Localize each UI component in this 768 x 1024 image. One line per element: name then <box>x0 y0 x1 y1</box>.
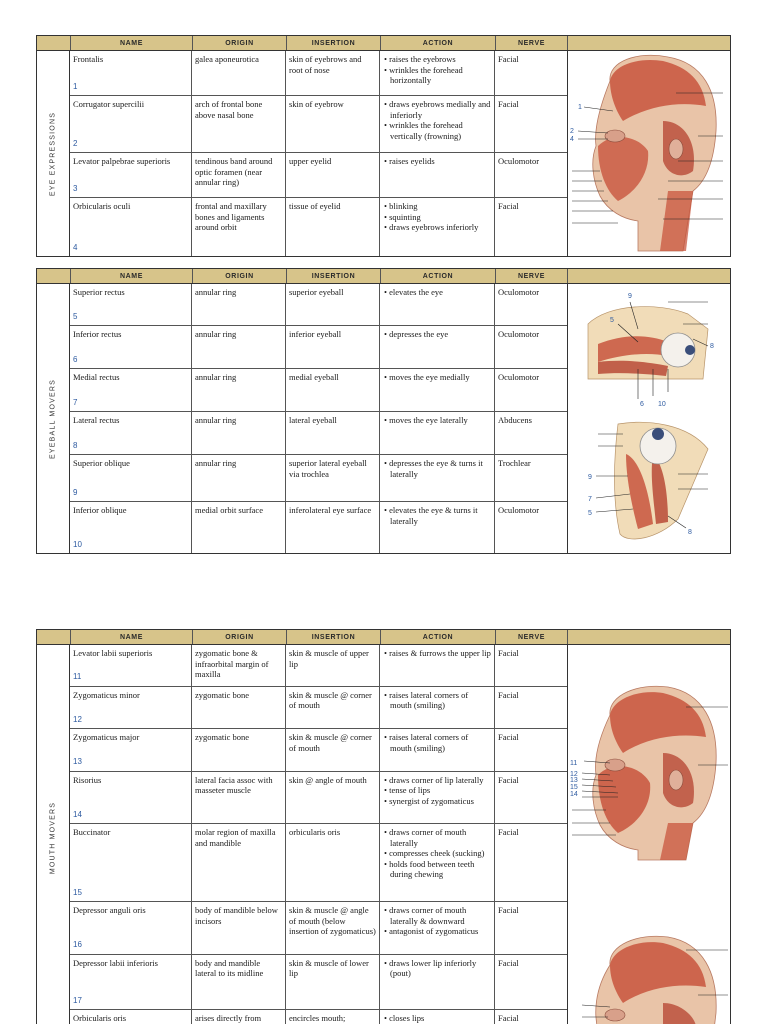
eyeball-muscles-figure <box>567 284 730 553</box>
action-item: • elevates the eye & turns it laterally <box>384 505 478 526</box>
insertion-cell: inferolateral eye surface <box>286 502 380 553</box>
section-label: EYEBALL MOVERS <box>37 284 70 553</box>
nerve-cell: Oculomotor <box>498 329 540 339</box>
action-item: • moves the eye laterally <box>384 415 468 425</box>
action-item: • synergist of zygomaticus <box>384 795 474 806</box>
origin-cell: annular ring <box>192 284 286 325</box>
figure-label: 11 <box>570 760 578 767</box>
figure-label: 15 <box>570 784 578 791</box>
muscle-name-cell <box>70 369 192 411</box>
action-item: • closes lips <box>384 1013 425 1024</box>
section-label: MOUTH MOVERS <box>37 645 70 1024</box>
table-row <box>70 412 567 455</box>
table-row <box>70 284 567 326</box>
figure-label: 12 <box>570 771 578 778</box>
muscle-name-cell <box>70 96 192 152</box>
table-header <box>37 630 730 645</box>
figure-label: 4 <box>570 136 574 143</box>
action-item: • compresses cheek (sucking) <box>384 848 485 859</box>
table-row <box>70 51 567 96</box>
muscle-name: Superior oblique <box>73 458 130 468</box>
action-item: • draws eyebrows inferiorly <box>384 222 479 232</box>
figure-label: 13 <box>570 777 578 784</box>
origin-cell: body and mandible lateral to its midline <box>192 955 286 1009</box>
action-cell <box>380 51 495 95</box>
muscle-name: Corrugator supercilii <box>73 99 145 109</box>
muscle-number: 5 <box>73 311 78 321</box>
muscle-name: Zygomaticus minor <box>73 689 140 700</box>
table-row <box>70 198 567 256</box>
table-header <box>37 36 730 51</box>
muscle-name: Zygomaticus major <box>73 732 140 743</box>
origin-cell: arch of frontal bone above nasal bone <box>192 96 286 152</box>
eye-expressions-table <box>36 35 731 257</box>
insertion-cell: skin & muscle of upper lip <box>286 645 380 686</box>
muscle-number: 10 <box>73 539 82 549</box>
header-name: NAME <box>71 269 193 283</box>
muscle-number: 15 <box>73 887 82 897</box>
insertion-cell: skin & muscle @ corner of mouth <box>286 687 380 729</box>
insertion-cell: superior lateral eyeball via trochlea <box>286 455 380 501</box>
muscle-name-cell <box>70 198 192 256</box>
muscle-name-cell <box>70 772 192 823</box>
nerve-cell: Facial <box>498 99 519 109</box>
origin-cell: lateral facia assoc with masseter muscle <box>192 772 286 823</box>
action-cell <box>380 902 495 953</box>
action-item: • raises eyelids <box>384 156 435 166</box>
nerve-cell: Facial <box>498 648 519 658</box>
muscle-name-cell <box>70 455 192 501</box>
insertion-cell: skin of eyebrows and root of nose <box>286 51 380 95</box>
muscle-name-cell <box>70 902 192 953</box>
action-item: • raises lateral corners of mouth (smiling) <box>384 732 469 753</box>
origin-cell: zygomatic bone <box>192 729 286 771</box>
action-cell <box>380 96 495 152</box>
table-row <box>70 729 567 772</box>
table-row <box>70 902 567 954</box>
muscle-number: 13 <box>73 757 82 767</box>
insertion-cell: medial eyeball <box>286 369 380 411</box>
muscle-name-cell <box>70 284 192 325</box>
table-row <box>70 955 567 1010</box>
action-item: • draws eyebrows medially and inferiorly <box>384 99 491 120</box>
origin-cell: zygomatic bone & infraorbital margin of maxilla <box>192 645 286 686</box>
action-item: • blinking <box>384 201 418 211</box>
header-nerve: NERVE <box>496 269 568 283</box>
table-row <box>70 153 567 198</box>
insertion-cell: skin & muscle of lower lip <box>286 955 380 1009</box>
insertion-cell: upper eyelid <box>286 153 380 197</box>
figure-label: 14 <box>570 791 578 798</box>
origin-cell: frontal and maxillary bones and ligaments around orbit <box>192 198 286 256</box>
nerve-cell: Facial <box>498 827 519 838</box>
muscle-name: Inferior rectus <box>73 329 122 339</box>
table-row <box>70 455 567 502</box>
insertion-cell: lateral eyeball <box>286 412 380 454</box>
insertion-cell: inferior eyeball <box>286 326 380 368</box>
action-item: • raises the eyebrows <box>384 54 456 64</box>
figure-label: 5 <box>588 510 592 517</box>
action-item: • draws corner of lip laterally <box>384 774 484 785</box>
muscle-name: Buccinator <box>73 827 111 838</box>
muscle-number: 11 <box>73 672 82 682</box>
mouth-muscles-figure <box>567 645 730 1024</box>
action-item: • squinting <box>384 211 421 222</box>
muscle-name-cell <box>70 955 192 1009</box>
header-action: ACTION <box>381 36 496 50</box>
table-row <box>70 824 567 902</box>
table-header <box>37 269 730 284</box>
muscle-name: Levator labii superioris <box>73 648 153 658</box>
muscle-name: Orbicularis oris <box>73 1013 127 1024</box>
insertion-cell: orbicularis oris <box>286 824 380 901</box>
figure-label: 6 <box>640 401 644 408</box>
muscle-name-cell <box>70 51 192 95</box>
origin-cell: medial orbit surface <box>192 502 286 553</box>
muscle-number: 2 <box>73 138 78 148</box>
nerve-cell: Facial <box>498 1013 519 1024</box>
muscle-name-cell <box>70 729 192 771</box>
nerve-cell: Oculomotor <box>498 505 540 515</box>
action-cell <box>380 284 495 325</box>
table-row <box>70 96 567 153</box>
header-insertion: INSERTION <box>287 36 381 50</box>
action-item: • draws corner of mouth laterally & downward <box>384 905 467 926</box>
action-item: • wrinkles the forehead horizontally <box>384 64 463 85</box>
origin-cell: annular ring <box>192 455 286 501</box>
muscle-number: 7 <box>73 397 78 407</box>
nerve-cell: Facial <box>498 957 519 968</box>
origin-cell: annular ring <box>192 369 286 411</box>
nerve-cell: Abducens <box>498 415 532 425</box>
muscle-number: 3 <box>73 183 78 193</box>
nerve-cell: Facial <box>498 905 519 916</box>
muscle-number: 14 <box>73 809 82 819</box>
figure-label: 10 <box>658 401 666 408</box>
action-item: • elevates the eye <box>384 287 443 297</box>
muscle-number: 1 <box>73 81 78 91</box>
muscle-name: Risorius <box>73 774 102 785</box>
muscle-name-cell <box>70 153 192 197</box>
action-cell <box>380 687 495 729</box>
action-item: • wrinkles the forehead vertically (frowning) <box>384 120 463 141</box>
muscle-number: 17 <box>73 995 82 1005</box>
header-origin: ORIGIN <box>193 630 287 644</box>
nerve-cell: Facial <box>498 774 519 785</box>
figure-label: 7 <box>588 496 592 503</box>
figure-label: 9 <box>588 474 592 481</box>
insertion-cell: skin & muscle @ angle of mouth (below insertion of zygomaticus) <box>286 902 380 953</box>
action-item: • moves the eye medially <box>384 372 470 382</box>
header-name: NAME <box>71 630 193 644</box>
action-cell <box>380 326 495 368</box>
muscle-name: Superior rectus <box>73 287 125 297</box>
action-item: • holds food between teeth during chewing <box>384 858 475 880</box>
action-item: • tense of lips <box>384 785 431 796</box>
table-row <box>70 687 567 730</box>
nerve-cell: Facial <box>498 201 519 211</box>
origin-cell: body of mandible below incisors <box>192 902 286 953</box>
insertion-cell: tissue of eyelid <box>286 198 380 256</box>
action-item: • draws lower lip inferiorly (pout) <box>384 957 477 979</box>
action-item: • raises lateral corners of mouth (smiling) <box>384 689 469 711</box>
insertion-cell: skin of eyebrow <box>286 96 380 152</box>
origin-cell: galea aponeurotica <box>192 51 286 95</box>
muscle-name-cell <box>70 1010 192 1024</box>
header-origin: ORIGIN <box>193 269 287 283</box>
insertion-cell: encircles mouth; <box>286 1010 380 1024</box>
header-insertion: INSERTION <box>287 269 381 283</box>
origin-cell: tendinous band around optic foramen (near annular ring) <box>192 153 286 197</box>
nerve-cell: Oculomotor <box>498 287 540 297</box>
action-item: • depresses the eye & turns it laterally <box>384 458 483 479</box>
nerve-cell: Oculomotor <box>498 372 540 382</box>
origin-cell: zygomatic bone <box>192 687 286 729</box>
action-cell <box>380 955 495 1009</box>
muscle-name-cell <box>70 502 192 553</box>
action-cell <box>380 729 495 771</box>
muscle-number: 16 <box>73 940 82 950</box>
origin-cell: arises directly from <box>192 1010 286 1024</box>
origin-cell: annular ring <box>192 326 286 368</box>
table-row <box>70 772 567 824</box>
action-cell <box>380 645 495 686</box>
header-nerve: NERVE <box>496 36 568 50</box>
action-cell <box>380 369 495 411</box>
muscle-name: Depressor anguli oris <box>73 905 146 916</box>
insertion-cell: superior eyeball <box>286 284 380 325</box>
header-name: NAME <box>71 36 193 50</box>
table-row <box>70 326 567 369</box>
insertion-cell: skin @ angle of mouth <box>286 772 380 823</box>
muscle-name-cell <box>70 645 192 686</box>
muscle-name: Lateral rectus <box>73 415 120 425</box>
action-cell <box>380 772 495 823</box>
action-cell <box>380 455 495 501</box>
action-item: • depresses the eye <box>384 329 449 339</box>
action-cell <box>380 412 495 454</box>
header-action: ACTION <box>381 630 496 644</box>
figure-label: 8 <box>710 343 714 350</box>
action-item: • raises & furrows the upper lip <box>384 648 491 658</box>
table-row <box>70 502 567 553</box>
action-cell <box>380 153 495 197</box>
action-item: • antagonist of zygomaticus <box>384 926 479 937</box>
muscle-name-cell <box>70 326 192 368</box>
muscle-number: 6 <box>73 354 78 364</box>
eyeball-movers-table <box>36 268 731 554</box>
origin-cell: annular ring <box>192 412 286 454</box>
header-origin: ORIGIN <box>193 36 287 50</box>
mouth-movers-table <box>36 629 731 1024</box>
header-insertion: INSERTION <box>287 630 381 644</box>
insertion-cell: skin & muscle @ corner of mouth <box>286 729 380 771</box>
figure-label: 1 <box>578 104 582 111</box>
muscle-name: Inferior oblique <box>73 505 127 515</box>
muscle-name: Frontalis <box>73 54 104 64</box>
muscle-number: 9 <box>73 487 78 497</box>
header-action: ACTION <box>381 269 496 283</box>
muscle-name: Medial rectus <box>73 372 120 382</box>
section-label: EYE EXPRESSIONS <box>37 51 70 256</box>
nerve-cell: Facial <box>498 54 519 64</box>
action-cell <box>380 824 495 901</box>
muscle-name: Depressor labii inferioris <box>73 957 158 968</box>
figure-label: 8 <box>688 529 692 536</box>
muscle-number: 4 <box>73 242 78 252</box>
muscle-number: 12 <box>73 714 82 724</box>
figure-label: 9 <box>628 293 632 300</box>
action-cell <box>380 502 495 553</box>
muscle-name: Levator palpebrae superioris <box>73 156 171 166</box>
origin-cell: molar region of maxilla and mandible <box>192 824 286 901</box>
nerve-cell: Facial <box>498 732 519 743</box>
muscle-name-cell <box>70 824 192 901</box>
action-cell <box>380 198 495 256</box>
figure-label: 2 <box>570 128 574 135</box>
header-nerve: NERVE <box>496 630 568 644</box>
muscle-name: Orbicularis oculi <box>73 201 131 211</box>
table-row <box>70 645 567 687</box>
action-item: • draws corner of mouth laterally <box>384 827 467 848</box>
muscle-name-cell <box>70 412 192 454</box>
nerve-cell: Facial <box>498 689 519 700</box>
muscle-name-cell <box>70 687 192 729</box>
figure-label: 5 <box>610 317 614 324</box>
muscle-number: 8 <box>73 440 78 450</box>
nerve-cell: Trochlear <box>498 458 531 468</box>
table-row <box>70 1010 567 1024</box>
table-row <box>70 369 567 412</box>
nerve-cell: Oculomotor <box>498 156 540 166</box>
action-cell <box>380 1010 495 1024</box>
face-muscles-figure <box>567 51 730 256</box>
